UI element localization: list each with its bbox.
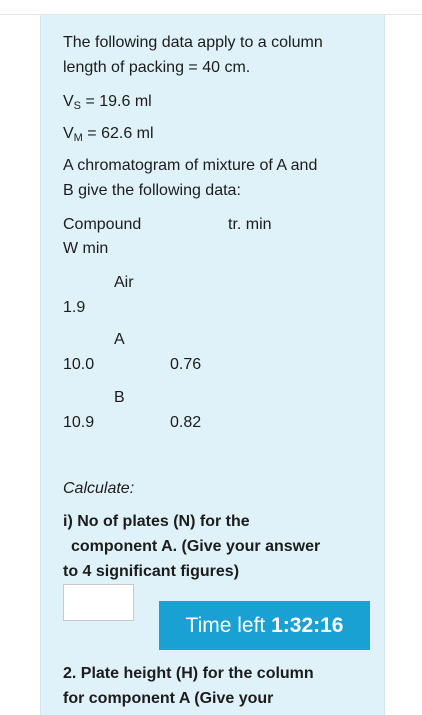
- row-a-tr: 10.0: [63, 356, 95, 373]
- answer-input[interactable]: [63, 584, 134, 621]
- question-1-line-1: i) No of plates (N) for the: [63, 513, 250, 530]
- header-w: W min: [63, 240, 109, 257]
- chromatogram-line-1: A chromatogram of mixture of A and: [63, 157, 318, 174]
- row-a-name: A: [114, 331, 125, 348]
- vs-value: $V_S = 19.6$ ml: [63, 93, 152, 112]
- question-2-line-2: for component A (Give your: [63, 690, 274, 707]
- chromatogram-line-2: B give the following data:: [63, 182, 241, 199]
- intro-line-2: length of packing = 40 cm.: [63, 59, 251, 76]
- row-air-name: Air: [114, 274, 134, 291]
- calculate-label: Calculate:: [63, 480, 135, 497]
- row-air-tr: 1.9: [63, 299, 86, 316]
- row-b-w: 0.82: [170, 414, 202, 431]
- question-2-line-1: 2. Plate height (H) for the column: [63, 665, 314, 682]
- time-left-value: 1:32:16: [271, 614, 344, 637]
- row-b-name: B: [114, 389, 125, 406]
- row-b-tr: 10.9: [63, 414, 95, 431]
- vm-value: $V_M = 62.6$ ml: [63, 125, 154, 144]
- header-tr: tr. min: [228, 216, 272, 233]
- question-1-line-2: component A. (Give your answer: [71, 538, 321, 555]
- time-left-label: Time left: [185, 614, 272, 637]
- header-compound: Compound: [63, 216, 142, 233]
- time-left-banner: [159, 601, 370, 650]
- question-1-line-3: to 4 significant figures): [63, 563, 240, 580]
- row-a-w: 0.76: [170, 356, 202, 373]
- intro-line-1: The following data apply to a column: [63, 34, 323, 51]
